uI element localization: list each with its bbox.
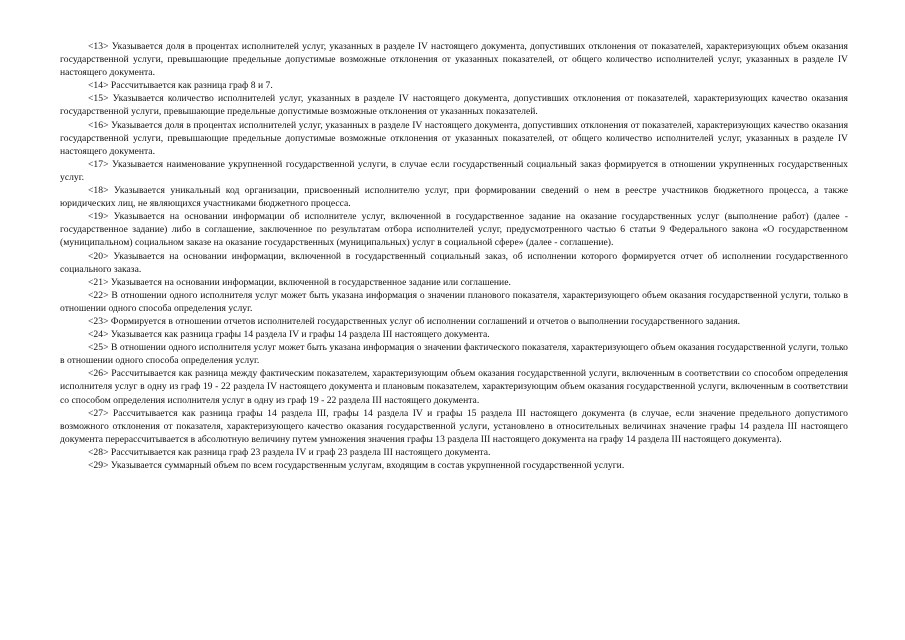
footnote-27: <27> Рассчитывается как разница графы 14 раздела III, графы 14 раздела IV и графы 15 раздела III настоящего документа (в случае, если значение предельного допустимого возможного отклонения от показателя, характеризующего качество оказания государственной услуги, установлено в относительных величинах значение графы 14 раздела III настоящего документа перерассчитывается в абсолютную величину путем умножения значения графы 13 раздела III настоящего документа на графу 14 раздела III настоящего документа). [60, 407, 848, 445]
footnote-16: <16> Указывается доля в процентах исполнителей услуг, указанных в разделе IV настоящего документа, допустивших отклонения от показателей, характеризующих качество оказания государственной услуги, превышающие предельные допустимые возможные отклонения от указанных показателей, от общего количество исполнителей услуг, указанных в разделе IV настоящего документа. [60, 119, 848, 157]
footnote-14: <14> Рассчитывается как разница граф 8 и 7. [88, 80, 273, 92]
footnote-29: <29> Указывается суммарный объем по всем государственным услугам, входящим в состав укрупненной государственной услуги. [88, 460, 625, 471]
footnote-13: <13> Указывается доля в процентах исполнителей услуг, указанных в разделе IV настоящего документа, допустивших отклонения от показателей, характеризующих объем оказания государственной услуги, превышающие предельные допустимые возможные отклонения от указанных показателей, от общего количество исполнителей услуг, указанных в разделе IV настоящего документа. [60, 41, 848, 79]
footnote-19: <19> Указывается на основании информации об исполнителе услуг, включенной в государственное задание на оказание государственных услуг (выполнение работ) (далее - государственное задание) либо в соглашение, заключенное по результатам отбора исполнителей услуг, предусмотренного частью 6 статьи 9 Федерального закона «О государственном (муниципальном) социальном заказе на оказание государственных (муниципальных) услуг в социальной сфере» (далее - соглашение). [60, 211, 848, 249]
footnote-26: <26> Рассчитывается как разница между фактическим показателем, характеризующим объем оказания государственной услуги, включенным в соответствии со способом определения исполнителя услуг в одну из граф 19 - 22 раздела IV настоящего документа и плановым показателем, характеризующим объем оказания государственной услуги, включенным в соответствии со способом определения исполнителя услуг в одну из граф 19 - 22 раздела III настоящего документа. [60, 368, 848, 406]
footnote-23: <23> Формируется в отношении отчетов исполнителей государственных услуг об исполнении соглашений и отчетов о выполнении государственного задания. [88, 315, 741, 327]
footnote-25: <25> В отношении одного исполнителя услуг может быть указана информация о значении фактического показателя, характеризующего объем оказания государственной услуги, только в отношении одного способа определения услуг. [60, 342, 848, 367]
footnote-17: <17> Указывается наименование укрупненной государственной услуги, в случае если государственный социальный заказ формируется в отношении укрупненных государственных услуг. [60, 158, 848, 183]
footnote-24: <24> Указывается как разница графы 14 раздела IV и графы 14 раздела III настоящего документа. [88, 329, 490, 341]
footnote-18: <18> Указывается уникальный код организации, присвоенный исполнителю услуг, при формировании сведений о нем в реестре участников бюджетного процесса, а также юридических лиц, не являющихся участниками бюджетного процесса. [60, 185, 848, 210]
footnote-15: <15> Указывается количество исполнителей услуг, указанных в разделе IV настоящего документа, допустивших отклонения от показателей, характеризующих качество оказания государственной услуги, превышающие предельные допустимые возможные отклонения от указанных показателей. [60, 93, 848, 118]
document-page [60, 40, 848, 472]
footnote-22: <22> В отношении одного исполнителя услуг может быть указана информация о значении планового показателя, характеризующего объем оказания государственной услуги, только в отношении одного способа определения услуг. [60, 289, 848, 314]
footnote-21: <21> Указывается на основании информации, включенной в государственное задание или соглашение. [88, 276, 511, 288]
footnote-20: <20> Указывается на основании информации, включенной в государственный социальный заказ, об исполнении которого формируется отчет об исполнении государственного социального заказа. [60, 250, 848, 275]
footnote-28: <28> Рассчитывается как разница граф 23 раздела IV и граф 23 раздела III настоящего документа. [88, 446, 491, 458]
